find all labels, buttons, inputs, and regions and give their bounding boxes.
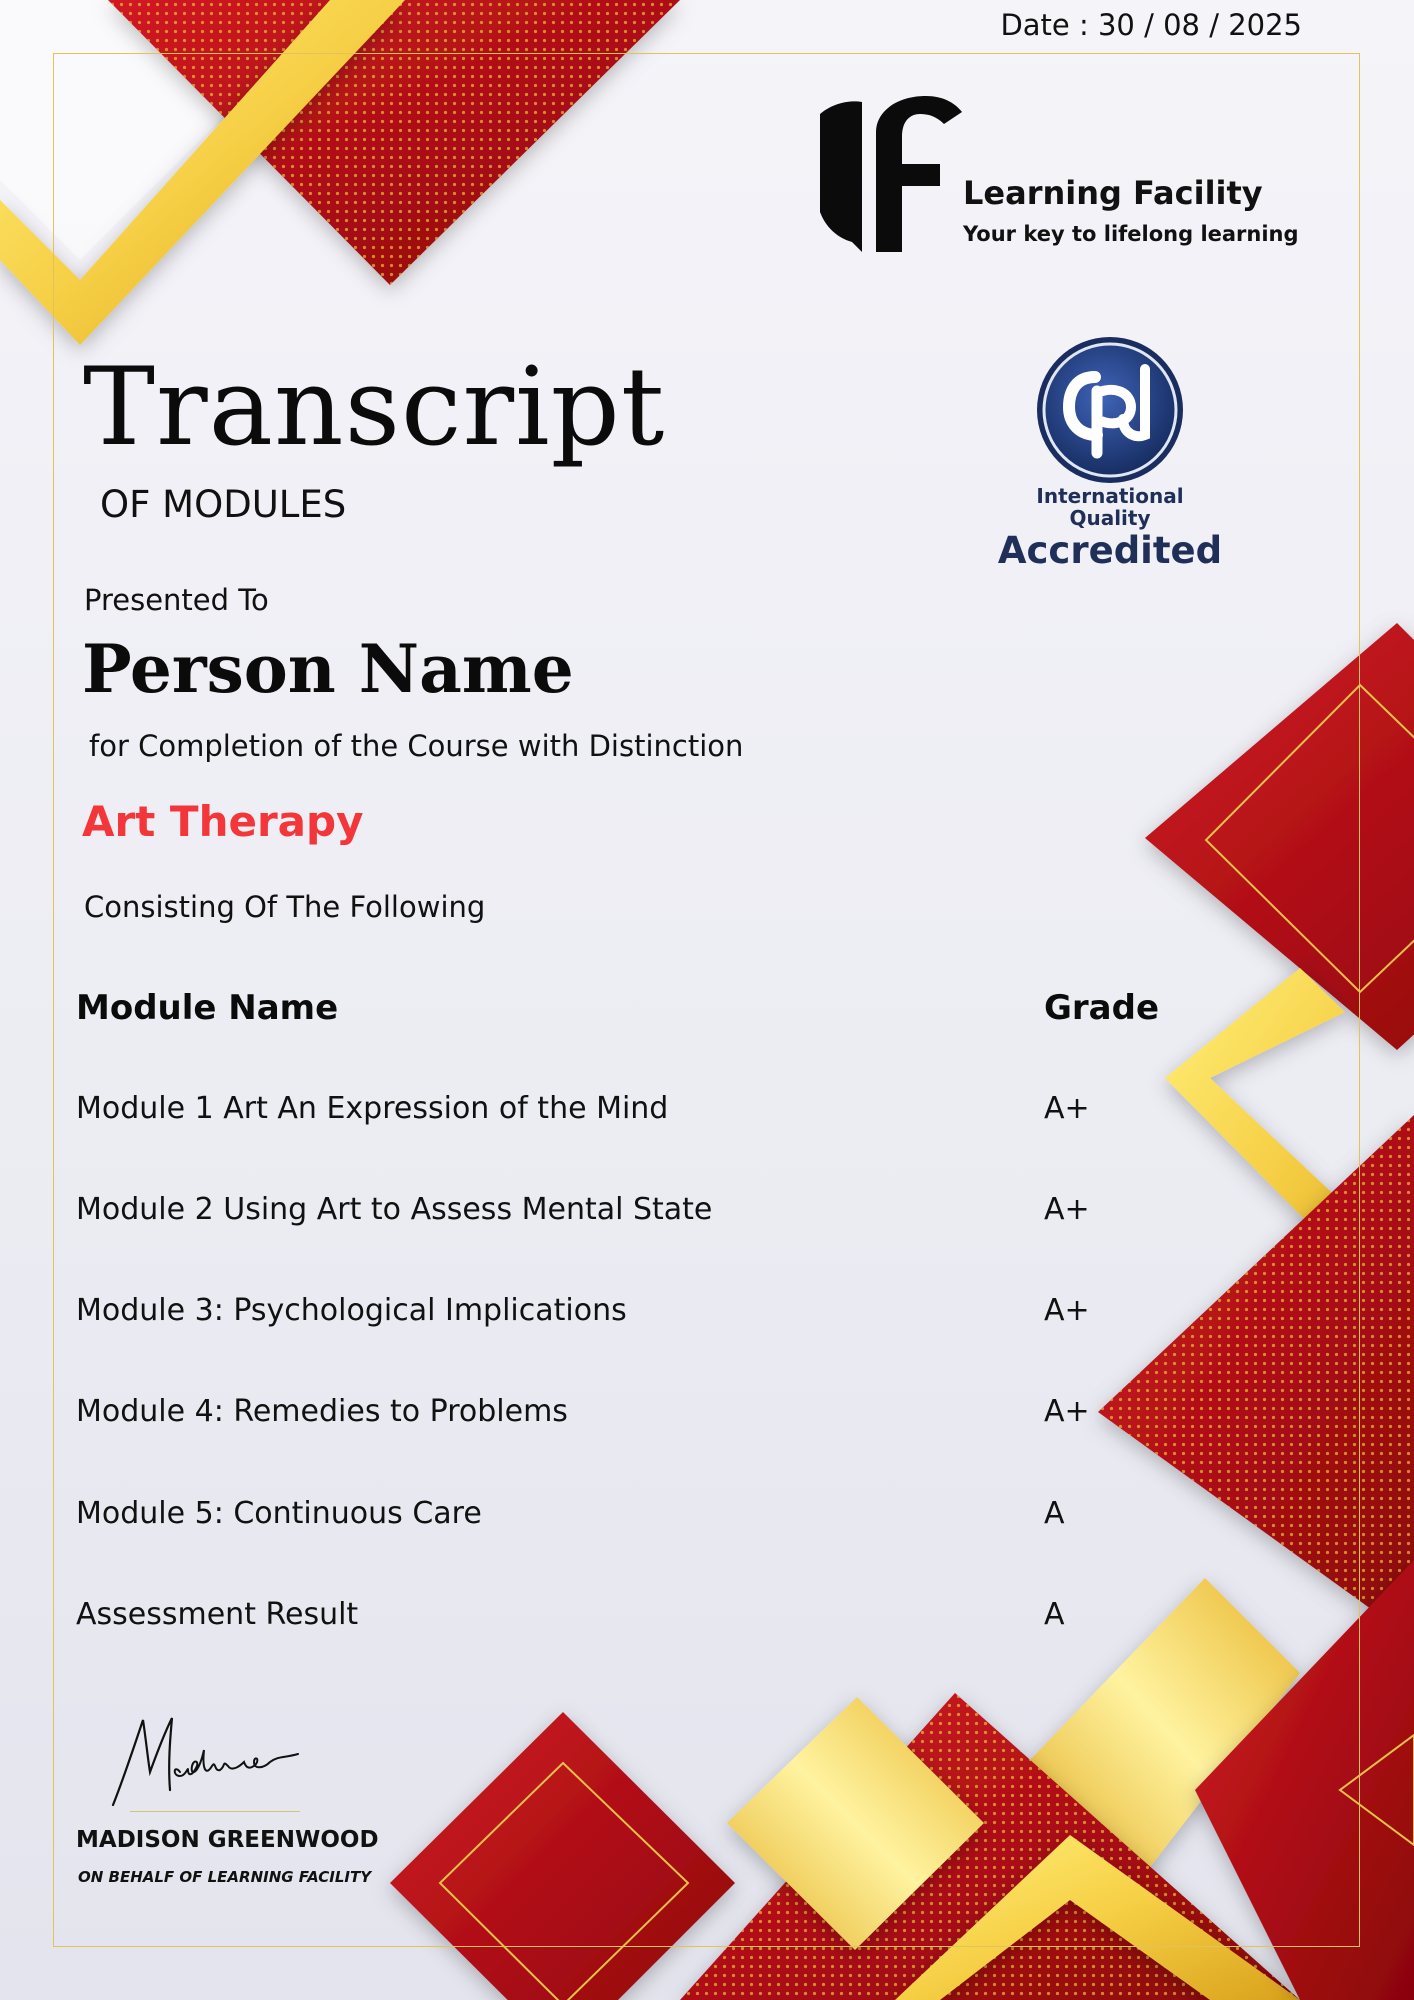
presented-to-label: Presented To xyxy=(84,583,269,617)
consisting-label: Consisting Of The Following xyxy=(84,890,486,924)
cpd-seal-icon xyxy=(1035,335,1185,485)
logo-tagline: Your key to lifelong learning xyxy=(963,222,1299,246)
module-name: Module 4: Remedies to Problems xyxy=(76,1394,568,1429)
module-grade: A+ xyxy=(1044,1192,1090,1227)
cpd-accreditation-badge xyxy=(995,335,1225,575)
accreditation-line-3: Accredited xyxy=(997,529,1223,572)
signature-line xyxy=(130,1811,300,1812)
issue-date: Date : 30 / 08 / 2025 xyxy=(1000,8,1302,42)
grade-header: Grade xyxy=(1044,988,1160,1028)
accreditation-line-1: International xyxy=(1036,484,1184,508)
module-grade: A xyxy=(1044,1496,1065,1531)
module-name: Module 1 Art An Expression of the Mind xyxy=(76,1091,669,1126)
module-grade: A+ xyxy=(1044,1091,1090,1126)
recipient-name: Person Name xyxy=(82,630,574,708)
handwritten-signature xyxy=(108,1710,308,1810)
module-name-header: Module Name xyxy=(76,988,339,1028)
lf-logo-mark xyxy=(816,92,966,262)
course-name: Art Therapy xyxy=(82,797,364,846)
logo-name: Learning Facility xyxy=(963,174,1263,212)
signer-name: MADISON GREENWOOD xyxy=(76,1827,379,1853)
table-row xyxy=(76,1091,1176,1151)
document-subtitle: OF MODULES xyxy=(100,483,347,526)
module-name: Assessment Result xyxy=(76,1597,359,1632)
table-row xyxy=(76,1394,1176,1454)
module-name: Module 5: Continuous Care xyxy=(76,1496,482,1531)
accreditation-line-2: Quality xyxy=(1069,506,1151,530)
table-row xyxy=(76,1496,1176,1556)
module-grade: A xyxy=(1044,1597,1065,1632)
completion-statement: for Completion of the Course with Distinction xyxy=(89,729,744,763)
module-grade: A+ xyxy=(1044,1293,1090,1328)
learning-facility-logo xyxy=(816,92,1299,262)
module-name: Module 3: Psychological Implications xyxy=(76,1293,627,1328)
table-row xyxy=(76,1597,1176,1657)
signer-organization: ON BEHALF OF LEARNING FACILITY xyxy=(78,1868,372,1886)
module-name: Module 2 Using Art to Assess Mental State xyxy=(76,1192,713,1227)
table-row xyxy=(76,1293,1176,1353)
module-grade: A+ xyxy=(1044,1394,1090,1429)
table-row xyxy=(76,1192,1176,1252)
document-title: Transcript xyxy=(83,345,666,470)
